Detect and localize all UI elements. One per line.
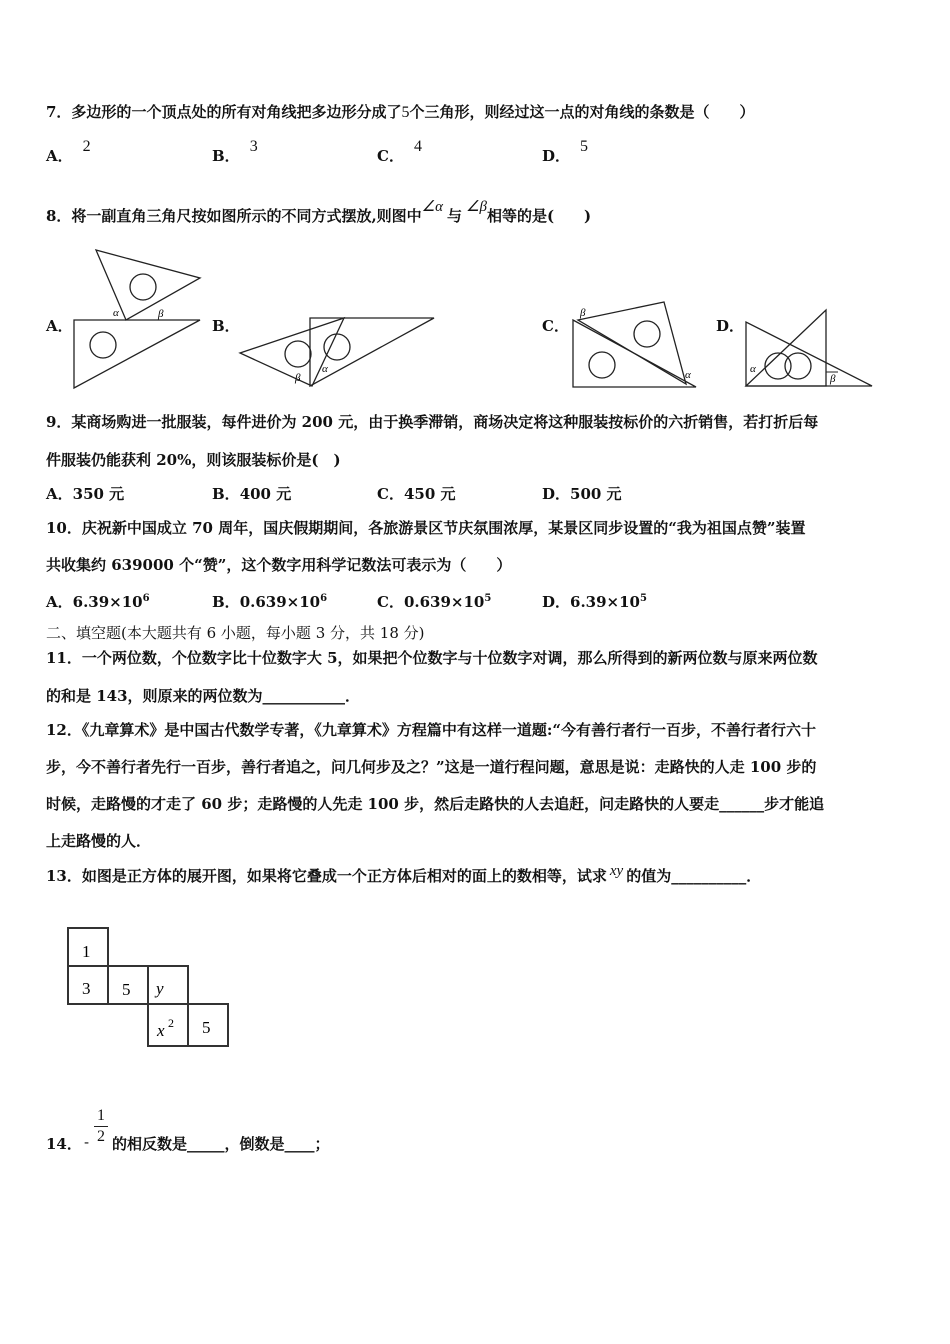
q8-label-d: D． [716,317,745,335]
q12-line-1: 12．《九章算术》是中国古代数学专著，《九章算术》方程篇中有这样一道题:“今有善行者行一百步，不善行者行六十 [46,721,817,739]
q9-option-c: C．450 元 [377,485,456,503]
q8-figure-b [238,316,438,391]
q11-line-2: 的和是 143，则原来的两位数为___________． [46,687,361,705]
q12-line-3: 时候，走路慢的才走了 60 步；走路慢的人先走 100 步，然后走路快的人去追赶，问走路快的人要走______步才能追 [46,795,825,813]
angle-alpha: ∠α [421,199,443,215]
fig-b-alpha: α [322,363,328,375]
q12-line-2: 步，今不善行者先行一百步，善行者追之，问几何步及之？”这是一道行程问题，意思是说：走路快的人走 100 步的 [46,758,817,776]
fig-d-beta: β [830,373,836,385]
q8-figure-a [70,248,210,393]
q13-expression: xy [609,863,624,879]
q10-line-2: 共收集约 639000 个“赞”，这个数字用科学记数法可表示为（ ） [46,556,512,574]
q7-number: 5 [401,104,410,121]
q14-neg-sign: - [84,1133,90,1151]
net-cell-1: 1 [82,942,91,961]
q8-stem: 8．将一副直角三角尺按如图所示的不同方式摆放,则图中∠α 与 ∠β相等的是( ) [46,199,592,225]
net-cell-x: x [157,1021,165,1040]
q9-line-2: 件服装仍能获利 20%，则该服装标价是( ) [46,451,341,469]
fig-b-beta: β [295,372,301,384]
q14-fraction [94,1106,108,1147]
q13-cube-net [66,926,236,1052]
q8-label-b: B． [212,317,240,335]
q10-option-b: B．$0.639\times 10^6$ [212,593,328,611]
q10-option-c: C．$0.639\times 10^5$ [377,593,492,611]
q7-stem: 7．多边形的一个顶点处的所有对角线把多边形分成了5个三角形，则经过这一点的对角线的条数是（ ） [46,103,755,121]
q8-label-a: A． [46,317,73,335]
q14-text: 的相反数是_____，倒数是____； [112,1135,330,1153]
q14-label: 14． [46,1135,82,1153]
q10-option-a: A．$6.39\times 10^6$ [46,593,150,611]
q7-option-d: D．5 [542,138,589,165]
q13-stem: 13．如图是正方体的展开图，如果将它叠成一个正方体后相对的面上的数相等，试求 xy 的值为__________． [46,863,762,885]
q12-line-4: 上走路慢的人． [46,832,152,850]
q14-denominator: 2 [94,1126,108,1147]
q7-option-c: C．4 [377,138,422,165]
q7-option-a: A．2 [46,138,91,165]
net-cell-5b: 5 [202,1018,211,1037]
section-2-heading: 二、填空题(本大题共有 6 小题，每小题 3 分，共 18 分) [46,624,425,642]
fig-c-beta: β [580,307,586,319]
net-cell-3: 3 [82,979,91,998]
q9-option-a: A．350 元 [46,485,125,503]
q9-option-b: B．400 元 [212,485,292,503]
q8-figure-c [568,298,703,393]
net-cell-x-exp: 2 [168,1016,174,1030]
net-cell-y: y [156,979,164,998]
fig-a-alpha: α [113,307,119,319]
q10-option-d: D．$6.39\times 10^5$ [542,593,647,611]
q9-line-1: 9．某商场购进一批服装，每件进价为 200 元，由于换季滞销，商场决定将这种服装按标价的六折销售，若打折后每 [46,413,819,431]
net-cell-5a: 5 [122,980,131,999]
q8-label-c: C． [542,317,569,335]
q11-line-1: 11．一个两位数，个位数字比十位数字大 5，如果把个位数字与十位数字对调，那么所得到的新两位数与原来两位数 [46,649,818,667]
q9-option-d: D．500 元 [542,485,622,503]
q7-option-b: B．3 [212,138,258,165]
fig-d-alpha: α [750,363,756,375]
angle-beta: ∠β [466,199,487,215]
q10-line-1: 10．庆祝新中国成立 70 周年，国庆假期期间，各旅游景区节庆氛围浓厚，某景区同步设置的“我为祖国点赞”装置 [46,519,806,537]
fig-a-beta: β [158,308,164,320]
q14-numerator: 1 [97,1107,105,1124]
q8-figure-d [742,306,877,391]
fig-c-alpha: α [685,369,691,381]
